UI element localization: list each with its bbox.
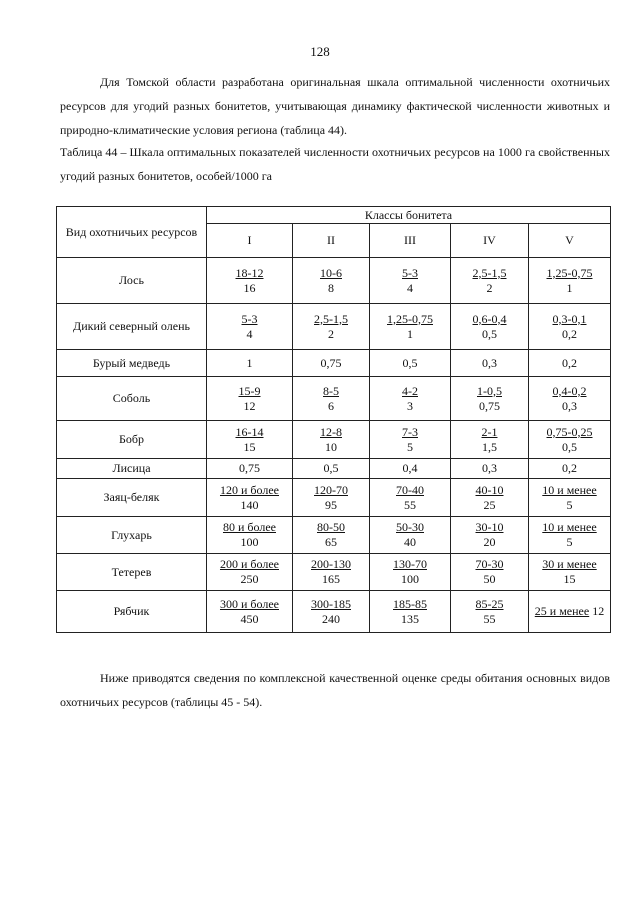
range-value: 0,75-0,25	[546, 424, 593, 439]
table-row	[57, 304, 611, 350]
range-value: 40-10	[475, 482, 504, 497]
fraction	[223, 520, 276, 550]
fraction	[402, 425, 418, 455]
density-cell	[207, 258, 293, 304]
optimal-value: 140	[240, 497, 259, 512]
range-value: 4-2	[402, 383, 418, 398]
range-value: 2-1	[481, 424, 498, 439]
density-cell	[451, 517, 529, 554]
fraction	[220, 597, 279, 627]
species-name: Рябчик	[57, 591, 207, 633]
density-cell	[207, 517, 293, 554]
optimal-value: 15	[563, 572, 576, 586]
range-value: 25 и менее	[534, 604, 590, 618]
density-cell	[293, 304, 370, 350]
density-cell	[451, 554, 529, 591]
fraction	[387, 312, 433, 342]
range-value: 70-40	[396, 482, 424, 497]
density-cell: 1	[207, 350, 293, 377]
table-row	[57, 591, 611, 633]
density-cell: 0,3	[451, 459, 529, 479]
density-cell	[529, 554, 611, 591]
species-name: Дикий северный олень	[57, 304, 207, 350]
optimal-value: 15	[243, 439, 256, 454]
species-name: Лисица	[57, 459, 207, 479]
closing-paragraph: Ниже приводятся сведения по комплексной качественной оценке среды обитания основных видов охотничьих ресурсов (таблицы 45 - 54).	[60, 671, 610, 709]
optimal-value: 1	[407, 326, 413, 341]
density-cell	[370, 591, 451, 633]
species-name: Соболь	[57, 377, 207, 421]
fraction	[473, 312, 507, 342]
optimal-value: 0,5	[562, 439, 577, 454]
range-value: 120-70	[314, 482, 348, 497]
density-cell	[451, 304, 529, 350]
range-value: 0,6-0,4	[472, 311, 507, 326]
range-value: 15-9	[238, 383, 261, 398]
optimal-value: 1	[566, 280, 573, 295]
optimal-value: 0,75	[479, 398, 500, 413]
range-value: 18-12	[235, 265, 264, 280]
fraction	[476, 597, 504, 627]
density-cell: 0,5	[293, 459, 370, 479]
optimal-value: 5	[566, 497, 573, 512]
range-value: 10 и менее	[542, 520, 597, 534]
fraction	[547, 425, 593, 455]
density-cell	[370, 517, 451, 554]
density-cell	[529, 304, 611, 350]
density-cell	[451, 258, 529, 304]
table-row	[57, 554, 611, 591]
species-column-header: Вид охотничьих ресурсов	[57, 207, 207, 258]
density-cell	[370, 377, 451, 421]
table-row	[57, 517, 611, 554]
table-row	[57, 350, 611, 377]
optimal-value: 0,5	[482, 326, 497, 341]
range-value: 300-185	[311, 596, 351, 611]
range-value: 7-3	[402, 424, 418, 439]
density-cell	[451, 479, 529, 517]
range-value: 10-6	[320, 265, 342, 280]
density-cell	[529, 517, 611, 554]
optimal-value: 135	[401, 611, 419, 626]
fraction	[396, 520, 424, 550]
fraction	[236, 425, 264, 455]
optimal-value: 1,5	[482, 439, 497, 454]
optimal-value: 25	[483, 497, 496, 512]
range-value: 0,4-0,2	[552, 383, 587, 398]
range-value: 30-10	[475, 520, 504, 534]
optimal-value: 100	[240, 535, 259, 549]
density-cell: 0,2	[529, 459, 611, 479]
fraction	[482, 425, 498, 455]
optimal-value: 4	[246, 326, 253, 341]
class-header-4: IV	[451, 224, 529, 258]
fraction	[476, 520, 504, 550]
density-cell	[293, 591, 370, 633]
fraction	[477, 384, 502, 414]
density-cell	[529, 377, 611, 421]
density-cell	[370, 554, 451, 591]
range-value: 0,3-0,1	[552, 311, 587, 326]
class-header-5: V	[529, 224, 611, 258]
fraction	[396, 483, 424, 513]
range-value: 70-30	[475, 557, 504, 571]
range-value: 200 и более	[219, 557, 279, 571]
density-cell	[207, 377, 293, 421]
density-cell	[451, 421, 529, 459]
range-value: 5-3	[402, 265, 418, 280]
classes-header: Классы бонитета	[207, 207, 611, 224]
table-row	[57, 377, 611, 421]
optimal-value: 8	[328, 280, 334, 295]
range-value: 2,5-1,5	[472, 265, 507, 280]
density-cell	[529, 591, 611, 633]
species-name: Заяц-беляк	[57, 479, 207, 517]
class-header-3: III	[370, 224, 451, 258]
fraction	[220, 483, 279, 513]
fraction	[402, 384, 418, 414]
optimal-value: 65	[325, 535, 337, 549]
density-cell	[207, 479, 293, 517]
range-value: 200-130	[311, 557, 351, 571]
table-row	[57, 459, 611, 479]
fraction	[236, 266, 264, 296]
optimal-value: 5	[566, 535, 573, 549]
optimal-value: 100	[401, 572, 419, 586]
optimal-value: 10	[325, 439, 337, 454]
range-value: 50-30	[396, 520, 424, 534]
range-value: 85-25	[475, 596, 504, 611]
table-row	[57, 479, 611, 517]
range-value: 8-5	[323, 383, 339, 398]
density-cell	[451, 377, 529, 421]
fraction	[311, 597, 351, 627]
fraction	[547, 266, 593, 296]
class-header-2: II	[293, 224, 370, 258]
density-cell	[529, 421, 611, 459]
intro-paragraph: Для Томской области разработана оригинальная шкала оптимальной численности охотничьих ресурсов для угодий разных бонитетов, учитывающая динамику фактической численности животных и природно-климатические условия региона (таблица 44).	[60, 75, 610, 137]
species-name: Глухарь	[57, 517, 207, 554]
density-cell	[207, 421, 293, 459]
density-cell	[451, 591, 529, 633]
bonitet-table	[56, 206, 611, 633]
optimal-value: 20	[483, 535, 496, 549]
optimal-value: 4	[407, 280, 413, 295]
range-value: 2,5-1,5	[314, 311, 348, 326]
table-row	[57, 258, 611, 304]
optimal-value: 6	[328, 398, 334, 413]
fraction	[242, 312, 258, 342]
range-value: 130-70	[393, 557, 427, 571]
density-cell	[370, 304, 451, 350]
density-cell	[207, 554, 293, 591]
density-cell	[293, 479, 370, 517]
optimal-value: 55	[483, 611, 496, 626]
optimal-value: 165	[322, 572, 340, 586]
density-cell	[207, 304, 293, 350]
fraction	[393, 597, 427, 627]
optimal-value: 5	[407, 439, 413, 454]
class-header-1: I	[207, 224, 293, 258]
table-caption: Таблица 44 – Шкала оптимальных показателей численности охотничьих ресурсов на 1000 га свойственных угодий разных бонитетов, особей/1000 га	[60, 145, 610, 183]
range-value: 16-14	[235, 424, 264, 439]
table-body	[57, 258, 611, 633]
optimal-value: 0,2	[562, 326, 577, 341]
density-cell: 0,75	[207, 459, 293, 479]
optimal-value: 12	[592, 604, 605, 618]
optimal-value: 450	[240, 611, 259, 626]
optimal-value: 55	[404, 497, 416, 512]
optimal-value: 0,3	[562, 398, 577, 413]
optimal-value: 12	[243, 398, 256, 413]
density-cell: 0,3	[451, 350, 529, 377]
fraction	[476, 483, 504, 513]
species-name: Тетерев	[57, 554, 207, 591]
density-cell: 0,2	[529, 350, 611, 377]
density-cell	[293, 421, 370, 459]
range-value: 1,25-0,75	[387, 311, 433, 326]
species-name: Бобр	[57, 421, 207, 459]
optimal-value: 2	[328, 326, 334, 341]
range-value: 5-3	[241, 311, 258, 326]
page-number: 128	[310, 44, 330, 59]
range-value: 10 и менее	[542, 482, 597, 497]
density-cell	[207, 591, 293, 633]
fraction	[320, 266, 342, 296]
optimal-value: 16	[243, 280, 256, 295]
range-value: 1-0,5	[477, 383, 502, 398]
density-cell	[529, 258, 611, 304]
range-value: 80 и более	[222, 520, 276, 534]
density-cell	[370, 479, 451, 517]
fraction	[553, 384, 587, 414]
fraction	[317, 520, 345, 550]
optimal-value: 2	[486, 280, 493, 295]
species-name: Лось	[57, 258, 207, 304]
optimal-value: 40	[404, 535, 416, 549]
density-cell	[293, 377, 370, 421]
fraction	[542, 520, 596, 550]
optimal-value: 95	[325, 497, 337, 512]
density-cell	[293, 258, 370, 304]
range-value: 80-50	[317, 520, 345, 534]
fraction	[239, 384, 261, 414]
optimal-value: 50	[483, 572, 496, 586]
table-row	[57, 421, 611, 459]
optimal-value: 240	[322, 611, 340, 626]
fraction	[402, 266, 418, 296]
density-cell	[370, 421, 451, 459]
fraction	[476, 557, 504, 587]
fraction	[553, 312, 587, 342]
density-cell	[529, 479, 611, 517]
optimal-value: 250	[240, 572, 259, 586]
fraction	[542, 557, 596, 587]
fraction	[393, 557, 427, 587]
fraction	[314, 483, 348, 513]
fraction	[320, 425, 342, 455]
range-value: 300 и более	[219, 596, 279, 611]
range-value: 30 и менее	[542, 557, 597, 571]
fraction	[314, 312, 348, 342]
fraction	[220, 557, 279, 587]
density-cell	[293, 517, 370, 554]
density-cell	[293, 554, 370, 591]
optimal-value: 3	[407, 398, 413, 413]
range-value: 185-85	[393, 596, 427, 611]
species-name: Бурый медведь	[57, 350, 207, 377]
density-cell	[370, 258, 451, 304]
fraction	[311, 557, 351, 587]
density-cell: 0,75	[293, 350, 370, 377]
fraction	[323, 384, 339, 414]
range-value: 12-8	[320, 424, 342, 439]
range-value: 1,25-0,75	[546, 265, 593, 280]
fraction	[542, 483, 596, 513]
range-value: 120 и более	[219, 482, 279, 497]
density-cell: 0,5	[370, 350, 451, 377]
density-cell: 0,4	[370, 459, 451, 479]
fraction	[473, 266, 507, 296]
